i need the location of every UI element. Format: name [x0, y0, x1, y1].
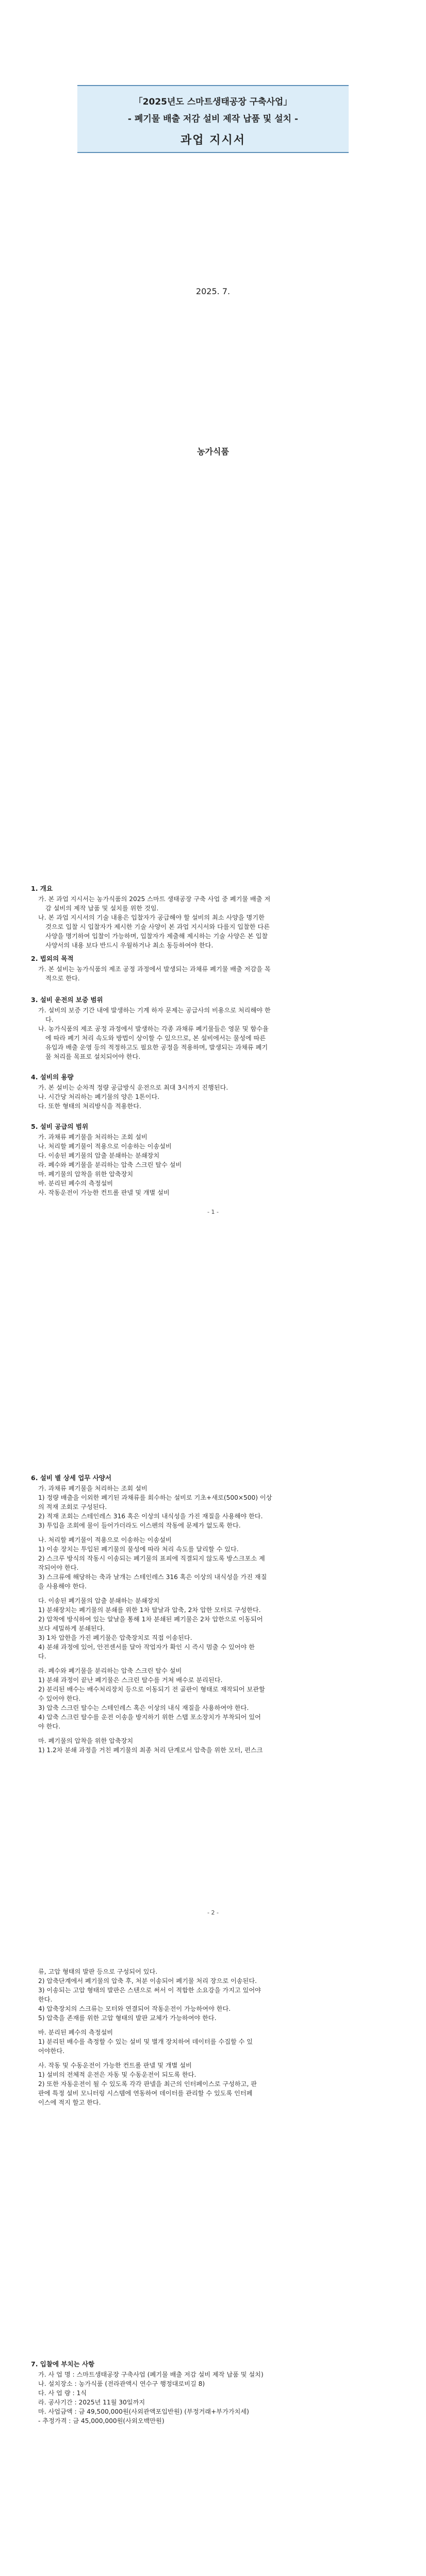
para: 1) 이송 장치는 투입된 폐기물의 물성에 따라 처리 속도를 달리할 수 있다. [38, 1546, 239, 1553]
para: 판에 특정 설비 모니터링 시스템에 연동하여 데이터를 관리할 수 있도록 인터페 [38, 2090, 253, 2097]
section-capacity [31, 1073, 392, 1111]
section-specs [31, 1473, 392, 1755]
section-purpose [31, 954, 392, 983]
para: 의 적재 조회로 구성된다. [38, 1503, 107, 1511]
para: 마. 폐기물의 압착을 위한 압축장치 [38, 1737, 134, 1744]
section-heading: 4. 설비의 용량 [31, 1073, 74, 1081]
page-number: - 2 - [207, 1909, 219, 1916]
para: 이스에 적지 할고 한다. [38, 2099, 101, 2106]
section-specs-continued [31, 1967, 392, 2107]
para: 에 따라 폐기 처리 속도와 방법이 상이할 수 있으므로, 본 설비에서는 물성에 따른 [45, 1035, 266, 1042]
para: 가. 본 설비는 농가식품의 제조 공정 과정에서 발생되는 과채류 폐기물 배출 저감을 목 [38, 965, 271, 973]
section-overview [31, 884, 392, 950]
para: 3) 이송되는 고압 형태의 발판은 스텐으로 써서 이 적합한 소요강을 가지고 있어야 [38, 1987, 261, 1994]
title-line-2: - 폐기물 배출 저감 설비 제작 납품 및 설치 - [127, 114, 299, 124]
para: 사. 작동 및 수동운전이 가능한 컨트롤 판넬 및 개별 설비 [38, 2062, 192, 2069]
para: 1) 설비의 전체적 운전은 자동 및 수동운전이 되도록 한다. [38, 2071, 196, 2078]
para: 것으로 입찰 시 입찰자가 제시한 기술 사양이 본 과업 지시서와 다를지 입찰한 다른 [45, 923, 270, 930]
para: 가. 본 과업 지시서는 농가식품의 2025 스마트 생태공장 구축 사업 중 폐기물 배출 저 [38, 895, 271, 903]
para: 나. 시간당 처리하는 폐기물의 양은 1톤이다. [38, 1093, 160, 1100]
para: 나. 설치장소 : 농가식품 (전라관액시 연수구 행정대로비길 8) [38, 2380, 205, 2387]
para: 3) 1차 압한을 가진 폐기물은 압축장치로 직접 이송된다. [38, 1634, 192, 1641]
para: 유입과 배출 운영 등의 적정하고도 필요한 공정을 적용하며, 발생되는 과채류 폐기 [45, 1044, 268, 1051]
para: 가. 과채류 폐기물을 처리하는 조회 설비 [38, 1485, 148, 1492]
para: 어야한다. [38, 2047, 64, 2055]
para: 나. 처리할 폐기물이 적용으로 이송하는 이송설비 [38, 1536, 172, 1544]
para: 감 설비의 제작 납품 및 설치를 위한 것임. [45, 905, 159, 912]
para: 다. 사 업 량 : 1식 [38, 2389, 87, 2397]
para: 2) 또한 자동운전이 될 수 있도록 각각 판넬을 최근의 인터페이스로 구성하고, 판 [38, 2080, 257, 2088]
para: 바. 분리된 폐수의 측정설비 [38, 1180, 113, 1187]
para: 2) 분리된 배수는 배수처리장치 등으로 이동되기 전 골판이 형태로 재작되어 보관할 [38, 1686, 265, 1693]
section-heading: 3. 설비 운전의 보증 범위 [31, 996, 103, 1004]
para: 1) 정량 배출을 이외한 폐기된 과채류를 회수하는 설비로 기초+새로(500×500) 이상 [38, 1494, 272, 1501]
section-bidding [31, 2360, 392, 2426]
para: 한다. [38, 1996, 53, 2003]
page-number: - 1 - [207, 1209, 219, 1215]
para: 1) 분쇄장치는 폐기물의 분쇄를 위한 1차 탈날과 압축, 2차 압한 모터로 구성한다. [38, 1606, 261, 1614]
para: 물 처리를 목표로 설치되어야 한다. [45, 1053, 141, 1060]
para: 3) 투입을 조회에 물이 들어가더라도 이스펜의 작동에 문제가 없도록 한다. [38, 1522, 241, 1529]
document-date: 2025. 7. [195, 286, 231, 296]
para: 적으로 한다. [45, 975, 80, 982]
para: 을 사용해야 한다. [38, 1583, 87, 1590]
section-scope [31, 1122, 392, 1197]
page-1 [0, 0, 426, 751]
para: 사양을 명기하여 입찰이 가능하며, 입찰자가 제출해 제시하는 기술 사양은 본 입찰 [45, 933, 268, 940]
para: 마. 폐기물의 압착을 위한 압축장치 [38, 1171, 134, 1178]
para: 야 한다. [38, 1723, 61, 1730]
para: 4) 압축장치의 스크류는 모터와 연결되어 작동운전이 가능하여야 한다. [38, 2005, 231, 2012]
para: 가. 본 설비는 순차적 정량 공급방식 운전으로 최대 3시까지 진행된다. [38, 1084, 228, 1091]
para: 가. 설비의 보증 기간 내에 발생하는 기계 하자 문제는 공급사의 비용으로 처리해야 한 [38, 1007, 271, 1014]
para: 4) 분쇄 과정에 있어, 안전센서를 달아 작업자가 확인 시 즉시 멈출 수 있어야 한 [38, 1643, 255, 1651]
para: 3) 스크류에 해당하는 축과 날개는 스테인레스 316 혹은 이상의 내식성을 가진 재질 [38, 1573, 267, 1581]
para: 2) 적재 조회는 스테인레스 316 혹은 이상의 내식성을 가진 재질을 사용해야 한다. [38, 1513, 263, 1520]
para: 보다 세밀하게 분쇄된다. [38, 1625, 105, 1632]
para: 마. 사업금액 : 금 49,500,000원(사외관액포입반원) (부정거래+부가가치세) [38, 2408, 249, 2415]
section-heading: 6. 설비 별 상세 업무 사양서 [31, 1474, 111, 1482]
para: 다. 또한 형태의 처리방식을 적용한다. [38, 1103, 141, 1110]
para: 다. 이송된 폐기물의 압출 분쇄하는 분쇄장치 [38, 1597, 160, 1604]
para: 류, 고압 형태의 발판 등으로 구성되어 있다. [38, 1968, 158, 1975]
section-heading: 7. 입찰에 부치는 사항 [31, 2360, 95, 2368]
para: 가. 사 업 명 : 스마트생태공장 구축사업 (폐기물 배출 저감 설비 제작 납품 및 설치) [38, 2371, 264, 2378]
para: 2) 압착에 방식하여 있는 알날을 통해 1차 분쇄된 폐기물은 2차 압한으로 이동되어 [38, 1616, 263, 1623]
para: 나. 본 과업 지시서의 기술 내용은 입찰자가 공급해야 할 설비의 최소 사양을 명기한 [38, 914, 265, 921]
para: 5) 압축을 존재를 위한 고압 형태의 발판 교체가 가능하여야 한다. [38, 2014, 217, 2022]
para: 다. [38, 1653, 46, 1660]
section-heading: 1. 개요 [31, 885, 53, 892]
para: 바. 분리된 폐수의 측정설비 [38, 2029, 113, 2036]
para: 나. 농가식품의 제조 공정 과정에서 발생하는 각종 과채류 폐기물들은 영문 및 함수율 [38, 1025, 269, 1032]
para: 수 있어야 한다. [38, 1695, 81, 1702]
para: 가. 과채류 폐기물을 처리하는 조회 설비 [38, 1133, 148, 1141]
section-warranty [31, 995, 392, 1061]
para: 사양서의 내용 보다 반드시 우월하거나 최소 동등하여야 한다. [45, 942, 214, 949]
title-box [77, 85, 349, 153]
section-heading: 5. 설비 공급의 범위 [31, 1123, 89, 1130]
para: - 추정가격 : 금 45,000,000원(사외오백만원) [38, 2417, 165, 2425]
para: 사. 작동운전이 가능한 컨트롤 판넬 및 개별 설비 [38, 1189, 170, 1196]
title-line-3: 과업 지시서 [181, 134, 245, 147]
para: 3) 압축 스크린 탈수는 스테인레스 혹은 이상의 내식 재질을 사용하여야 한다. [38, 1704, 249, 1711]
para: 라. 공사기간 : 2025년 11월 30일까지 [38, 2399, 145, 2406]
title-line-1: 「2025년도 스마트생태공장 구축사업」 [134, 97, 292, 107]
section-heading: 2. 법외의 목적 [31, 955, 74, 962]
para: 다. [45, 1016, 54, 1023]
para: 2) 스크루 방식의 작동시 이송되는 폐기물의 표피에 직결되지 않도록 방스크포소 제 [38, 1555, 265, 1562]
para: 2) 압축단계에서 폐기물의 압축 후, 처분 이송되어 폐기물 처리 장으로 이송된다. [38, 1977, 257, 1985]
para: 다. 이송된 폐기물의 압출 분쇄하는 분쇄장치 [38, 1152, 160, 1159]
para: 나. 처리할 폐기물이 적용으로 이송하는 이송설비 [38, 1143, 172, 1150]
para: 1) 1.2차 분쇄 과정을 거친 폐기물의 최종 처리 단계로서 압축을 위한 모터, 펀스크 [38, 1747, 263, 1754]
para: 라. 폐수와 폐기물을 분리하는 압축 스크린 탈수 설비 [38, 1161, 182, 1168]
para: 작되어야 한다. [38, 1564, 79, 1571]
para: 라. 폐수와 폐기물을 분리하는 압축 스크린 탈수 설비 [38, 1667, 182, 1674]
para: 1) 분리된 배수를 측정할 수 있는 설비 및 별개 장치하여 데이터를 수집할 수 있 [38, 2038, 253, 2045]
para: 4) 압축 스크린 탈수를 운전 이송을 방지하기 위한 스탭 포소장치가 부착되어 있어 [38, 1714, 261, 1721]
organization-name: 농가식품 [197, 447, 229, 456]
para: 1) 분쇄 과정이 끝난 폐기물은 스크린 탈수를 거쳐 배수로 분리된다. [38, 1676, 223, 1684]
